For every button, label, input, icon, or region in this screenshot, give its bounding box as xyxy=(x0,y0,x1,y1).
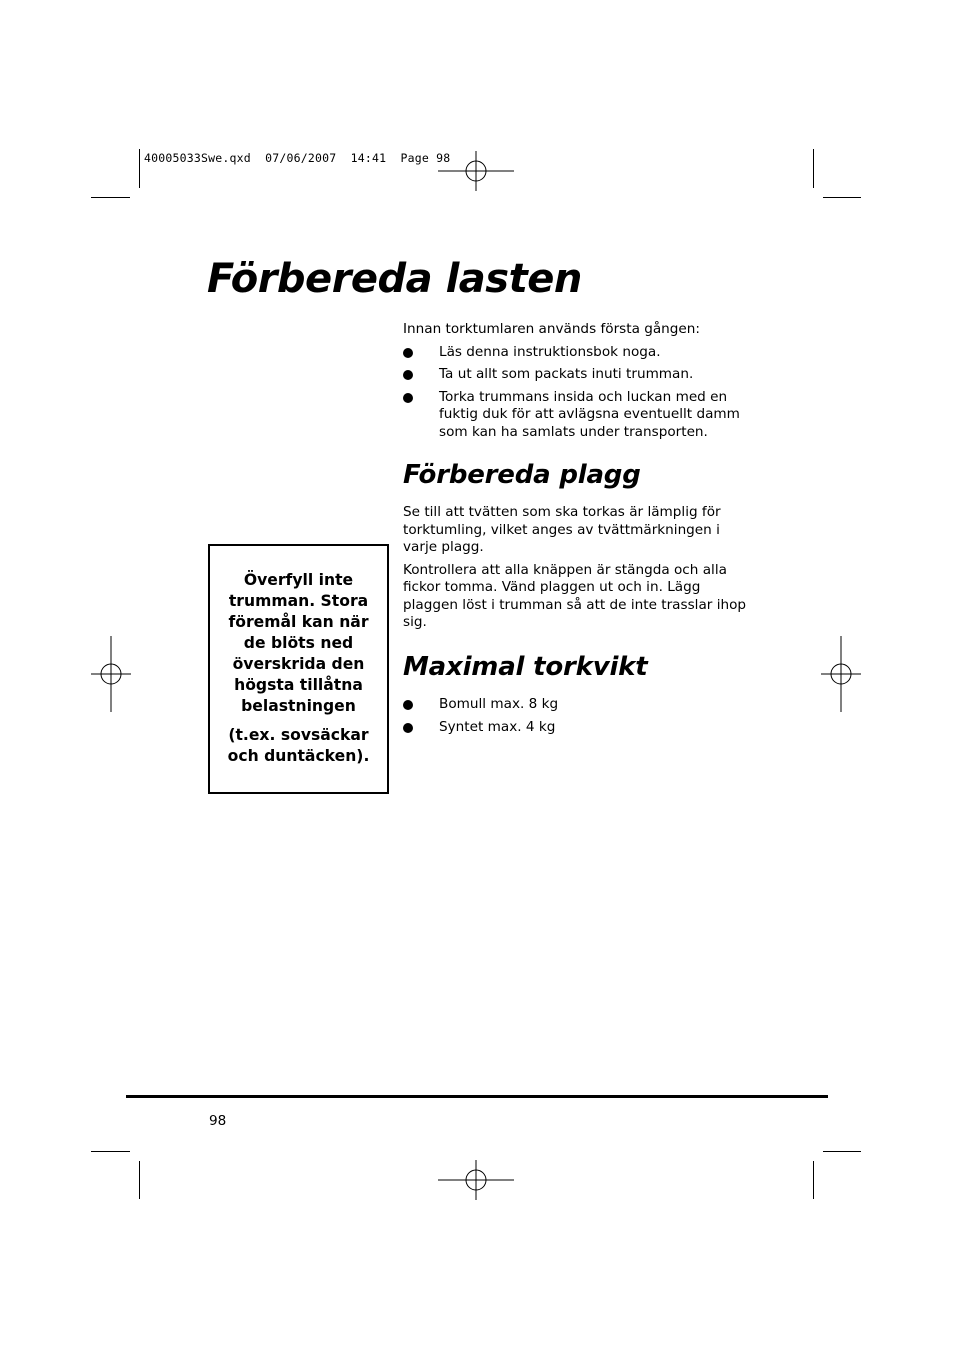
crop-mark-top-right-horizontal xyxy=(823,197,861,198)
paragraph: Se till att tvätten som ska torkas är lämplig för torktumling, vilket anges av tvättmärkningen i varje plagg. xyxy=(403,504,721,555)
crop-mark-top-right-vertical xyxy=(813,149,814,188)
registration-mark-bottom xyxy=(438,1142,514,1218)
printer-slug xyxy=(144,151,450,165)
bullet-icon xyxy=(403,393,413,403)
list-item: Syntet max. 4 kg xyxy=(403,719,753,737)
crop-mark-bottom-left-horizontal xyxy=(91,1151,130,1152)
warning-box xyxy=(208,544,389,794)
section-heading-plagg: Förbereda plagg xyxy=(403,460,641,490)
registration-mark-top xyxy=(438,133,514,209)
crop-mark-top-left-vertical xyxy=(139,149,140,188)
list-item: Ta ut allt som packats inuti trumman. xyxy=(403,366,753,384)
section-vikt-body xyxy=(403,691,753,736)
warning-note: (t.ex. sovsäckar och duntäcken). xyxy=(227,726,370,765)
warning-text: Överfyll inte trumman. Stora föremål kan när de blöts ned överskrida den högsta tillåtna belastningen xyxy=(228,571,369,715)
intro-lead: Innan torktumlaren används första gången: xyxy=(403,321,700,337)
slug-date: 07/06/2007 xyxy=(265,151,337,165)
bullet-icon xyxy=(403,348,413,358)
page-number: 98 xyxy=(209,1113,227,1129)
section-heading-vikt: Maximal torkvikt xyxy=(403,652,648,682)
bullet-icon xyxy=(403,370,413,380)
crop-mark-bottom-right-horizontal xyxy=(823,1151,861,1152)
page-title: Förbereda lasten xyxy=(207,256,582,302)
slug-page: Page 98 xyxy=(400,151,451,165)
intro-bullet-list xyxy=(403,344,753,442)
footer-rule xyxy=(126,1095,828,1098)
crop-mark-bottom-right-vertical xyxy=(813,1161,814,1199)
intro-section xyxy=(403,321,753,441)
section-plagg-body xyxy=(403,504,748,632)
weight-bullet-list xyxy=(403,696,753,736)
bullet-icon xyxy=(403,700,413,710)
crop-mark-bottom-left-vertical xyxy=(139,1161,140,1199)
list-item: Läs denna instruktionsbok noga. xyxy=(403,344,753,362)
list-item: Bomull max. 8 kg xyxy=(403,696,753,714)
list-item: Torka trummans insida och luckan med en fuktig duk för att avlägsna eventuellt damm som kan ha samlats under transporten. xyxy=(403,389,753,442)
slug-file: 40005033Swe.qxd xyxy=(144,151,251,165)
registration-mark-right xyxy=(803,636,879,712)
crop-mark-top-left-horizontal xyxy=(91,197,130,198)
registration-mark-left xyxy=(73,636,149,712)
slug-time: 14:41 xyxy=(350,151,387,165)
bullet-icon xyxy=(403,723,413,733)
paragraph: Kontrollera att alla knäppen är stängda och alla fickor tomma. Vänd plaggen ut och in. Lägg plaggen löst i trumman så att de inte trasslar ihop sig. xyxy=(403,561,747,630)
